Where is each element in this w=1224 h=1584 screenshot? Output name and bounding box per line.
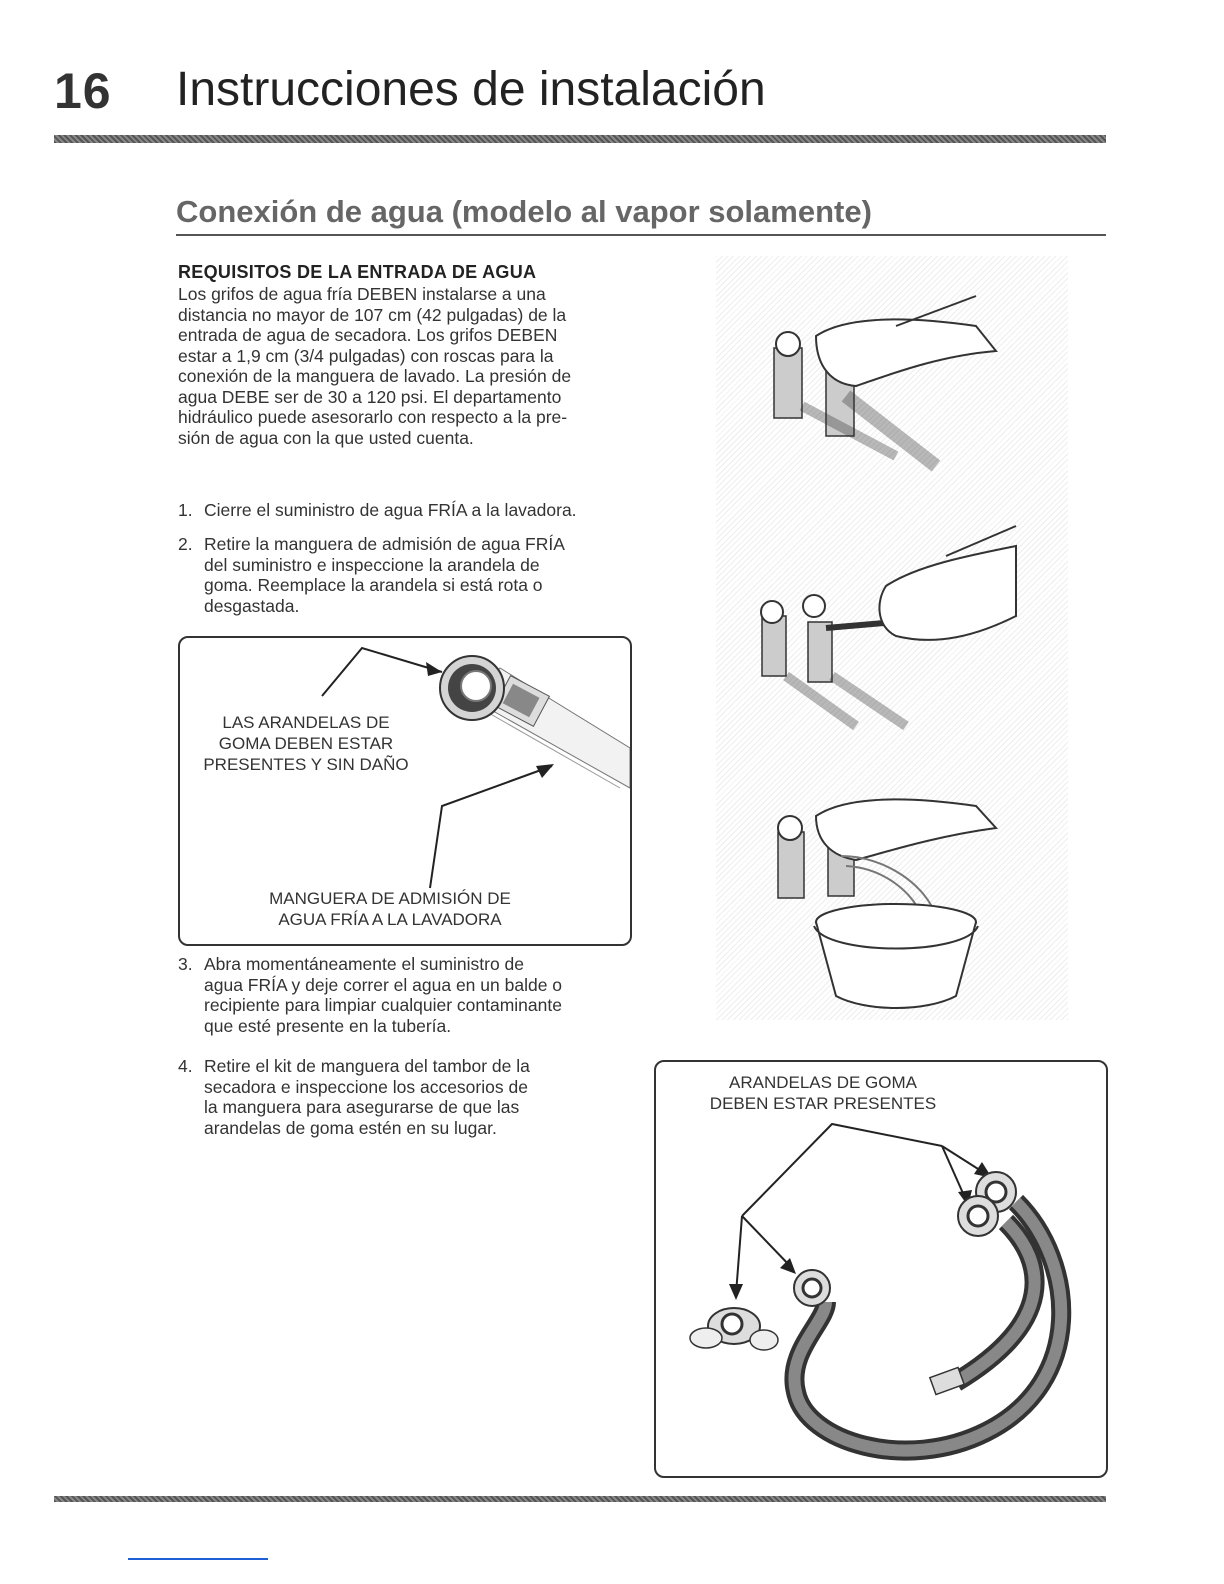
step-line: desgastada. [204,595,300,616]
washer-hole [461,671,491,701]
step-number: 4. [178,1056,193,1076]
arrow-icon [536,764,554,778]
washer-leader-line [322,648,442,696]
step-line: secadora e inspeccione los accesorios de [204,1076,528,1097]
requirements-line: agua DEBE ser de 30 a 120 psi. El departamento [178,386,562,407]
panel-close-faucet [774,296,996,466]
caption-line: MANGUERA DE ADMISIÓN DE [269,889,511,908]
washer-caption [186,712,426,775]
step-line: Retire la manguera de admisión de agua FRÍA [204,534,565,554]
requirements-body [178,284,628,448]
washer-figure-box [178,636,632,946]
caption-line: DEBEN ESTAR PRESENTES [709,1094,937,1113]
hose-leader-line [430,766,552,888]
hose-kit-illustration [656,1062,1106,1476]
step-3 [178,954,638,1038]
caption-line: LAS ARANDELAS DE [222,713,390,732]
arrow-icon [780,1258,796,1274]
page-title: Instrucciones de instalación [176,63,766,116]
step-line: Cierre el suministro de agua FRÍA a la lavadora. [204,500,577,520]
step-number: 1. [178,500,193,520]
step-line: del suministro e inspeccione la arandela de [204,554,540,575]
caption-line: ARANDELAS DE GOMA [729,1073,917,1092]
caption-line: PRESENTES Y SIN DAÑO [203,755,409,774]
step-line: la manguera para asegurarse de que las [204,1097,520,1117]
requirements-line: sión de agua con la que usted cuenta. [178,427,474,448]
requirements-line: distancia no mayor de 107 cm (42 pulgadas) de la [178,304,567,325]
step-line: goma. Reemplace la arandela si está rota o [204,575,543,595]
step-line: agua FRÍA y deje correr el agua en un balde o [204,974,563,995]
step-1 [178,500,638,522]
footer-rule [54,1496,1106,1502]
requirements-line: entrada de agua de secadora. Los grifos DEBEN [178,325,558,345]
requirements-line: estar a 1,9 cm (3/4 pulgadas) con roscas para la [178,345,554,366]
step-number: 3. [178,954,193,974]
hose-caption [240,888,540,930]
requirements-heading: REQUISITOS DE LA ENTRADA DE AGUA [178,262,537,282]
requirements-line: hidráulico puede asesorarlo con respecto a la pre- [178,407,568,427]
faucet-steps-illustration [716,256,1068,1020]
panel-remove-hose [761,526,1016,726]
section-heading: Conexión de agua (modelo al vapor solamente) [176,194,872,229]
step-4 [178,1056,638,1140]
arrow-icon [426,662,442,676]
requirements-line: Los grifos de agua fría DEBEN instalarse a una [178,284,546,304]
step-2 [178,534,638,618]
section-rule [176,234,1106,236]
panel-flush-bucket [778,799,996,1008]
step-line: recipiente para limpiar cualquier contaminante [204,995,562,1015]
step-line: Retire el kit de manguera del tambor de la [204,1056,530,1076]
requirements-line: conexión de la manguera de lavado. La presión de [178,366,572,386]
step-line: que esté presente en la tubería. [204,1015,452,1036]
kit-leader-line [742,1124,942,1216]
hose-kit-figure-box [654,1060,1108,1478]
footer-link-underline [128,1558,268,1560]
faucet-illustration-panel [716,256,1068,1020]
arrow-icon [729,1284,743,1300]
step-line: arandelas de goma estén en su lugar. [204,1117,497,1138]
step-line: Abra momentáneamente el suministro de [204,954,525,974]
caption-line: GOMA DEBEN ESTAR [218,734,394,753]
hose-end-fitting [930,1367,964,1394]
page-number: 16 [54,63,112,119]
caption-line: AGUA FRÍA A LA LAVADORA [278,910,502,929]
header-rule [54,135,1106,143]
step-number: 2. [178,534,193,554]
